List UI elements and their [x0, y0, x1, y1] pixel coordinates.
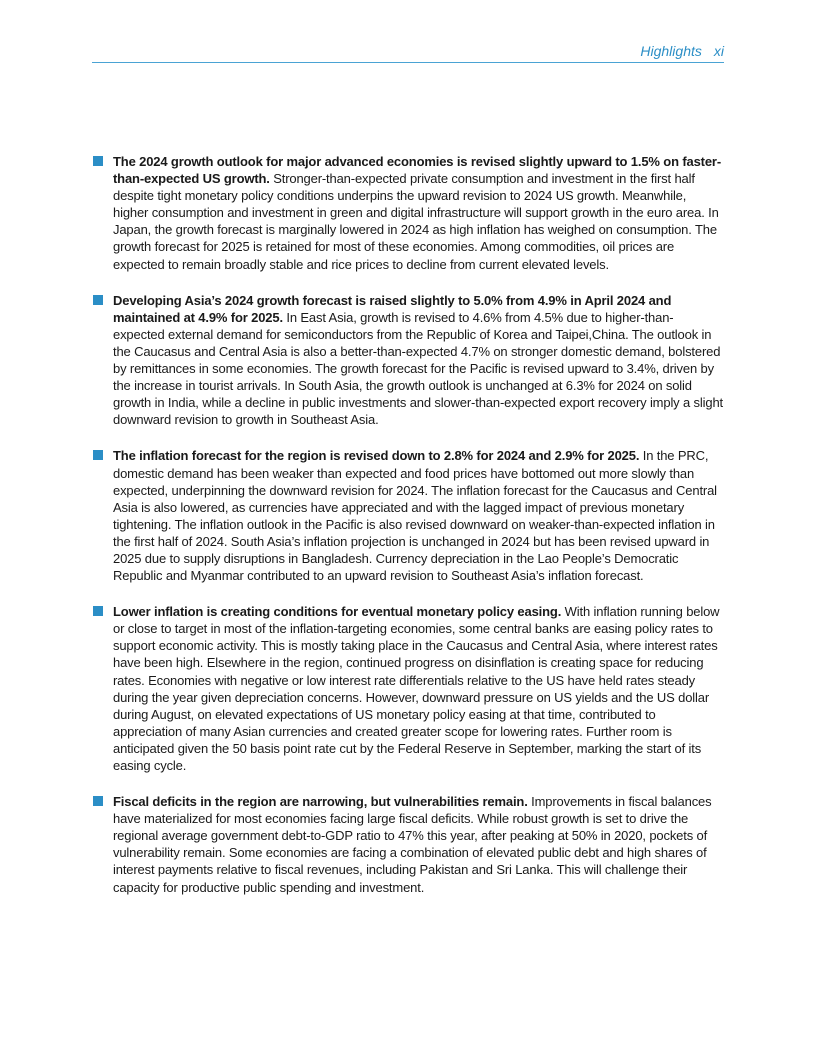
- square-bullet-icon: [93, 796, 103, 806]
- highlight-item: [92, 153, 724, 273]
- highlight-body: Improvements in fiscal balances have materialized for most economies facing large fiscal deficits. While robust growth is set to drive the regional average government debt-to-GDP ratio to 47% this year, after peaking at 50% in 2020, pockets of vulnerability remain. Some economies are facing a combination of elevated public debt and high shares of interest payments relative to fiscal revenues, including Pakistan and Sri Lanka. This will challenge their capacity for productive public spending and investment.: [113, 794, 712, 895]
- highlight-body: In the PRC, domestic demand has been weaker than expected and food prices have bottomed out more slowly than expected, underpinning the downward revision for 2024. The inflation forecast for the Caucasus and Central Asia is also lowered, as currencies have appreciated and with the lagged impact of previous monetary tightening. The inflation outlook in the Pacific is also revised downward on weaker-than-expected inflation in the first half of 2024. South Asia’s inflation projection is unchanged in 2024 but has been revised upward in 2025 due to supply disruptions in Bangladesh. Currency depreciation in the Lao People’s Democratic Republic and Myanmar contributed to an upward revision to Southeast Asia’s inflation forecast.: [113, 448, 717, 584]
- highlight-lead: The 2024 growth outlook for major advanced economies is revised slightly upward to 1.5% on faster-than-expected US growth.: [113, 154, 722, 187]
- highlight-body: With inflation running below or close to target in most of the inflation-targeting economies, some central banks are easing policy rates to support economic activity. This is mostly taking place in the Caucasus and Central Asia, where interest rates have been high. Elsewhere in the region, continued progress on disinflation is creating space for reducing rates. Economies with negative or low interest rate differentials relative to the US have held rates steady during the year given depreciation concerns. However, downward pressure on US yields and the US dollar during August, on elevated expectations of US monetary policy easing at that time, contributed to appreciation of many Asian currencies and created greater scope for lowering rates. Further room is anticipated given the 50 basis point rate cut by the Federal Reserve in September, marking the start of its easing cycle.: [113, 604, 720, 773]
- section-title: Highlights: [640, 43, 702, 59]
- highlight-lead: Fiscal deficits in the region are narrowing, but vulnerabilities remain.: [113, 794, 532, 810]
- highlight-body: In East Asia, growth is revised to 4.6% from 4.5% due to higher-than-expected external demand for semiconductors from the Republic of Korea and Taipei,China. The outlook in the Caucasus and Central Asia is also a better-than-expected 4.7% on stronger domestic demand, bolstered by remittances in some economies. The growth forecast for the Pacific is revised upward to 3.4%, driven by the increase in tourist arrivals. In South Asia, the growth outlook is unchanged at 6.3% for 2024 on solid growth in India, while a decline in public investments and slower-than-expected export recovery imply a slight downward revision to growth in Southeast Asia.: [113, 309, 723, 428]
- highlight-item: [92, 793, 724, 896]
- highlight-lead: Lower inflation is creating conditions for eventual monetary policy easing.: [113, 604, 565, 620]
- highlight-lead: Developing Asia’s 2024 growth forecast is raised slightly to 5.0% from 4.9% in April 2024 and maintained at 4.9% for 2025.: [113, 292, 672, 325]
- highlight-lead: The inflation forecast for the region is revised down to 2.8% for 2024 and 2.9% for 2025.: [113, 448, 643, 464]
- running-header: [92, 42, 724, 63]
- page-number: xi: [713, 43, 724, 59]
- square-bullet-icon: [93, 450, 103, 460]
- square-bullet-icon: [93, 606, 103, 616]
- highlight-item: [92, 292, 724, 429]
- highlight-item: [92, 603, 724, 774]
- highlights-list: [92, 153, 724, 915]
- highlight-item: [92, 447, 724, 584]
- square-bullet-icon: [93, 295, 103, 305]
- square-bullet-icon: [93, 156, 103, 166]
- highlight-body: Stronger-than-expected private consumption and investment in the first half despite tight monetary policy conditions underpins the upward revision to 2024 US growth. Meanwhile, higher consumption and investment in green and digital infrastructure will support growth in the euro area. In Japan, the growth forecast is marginally lowered in 2024 as high inflation has weighed on consumption. The growth forecast for 2025 is retained for most of these economies. Among commodities, oil prices are expected to remain broadly stable and rice prices to decline from current elevated levels.: [113, 171, 719, 272]
